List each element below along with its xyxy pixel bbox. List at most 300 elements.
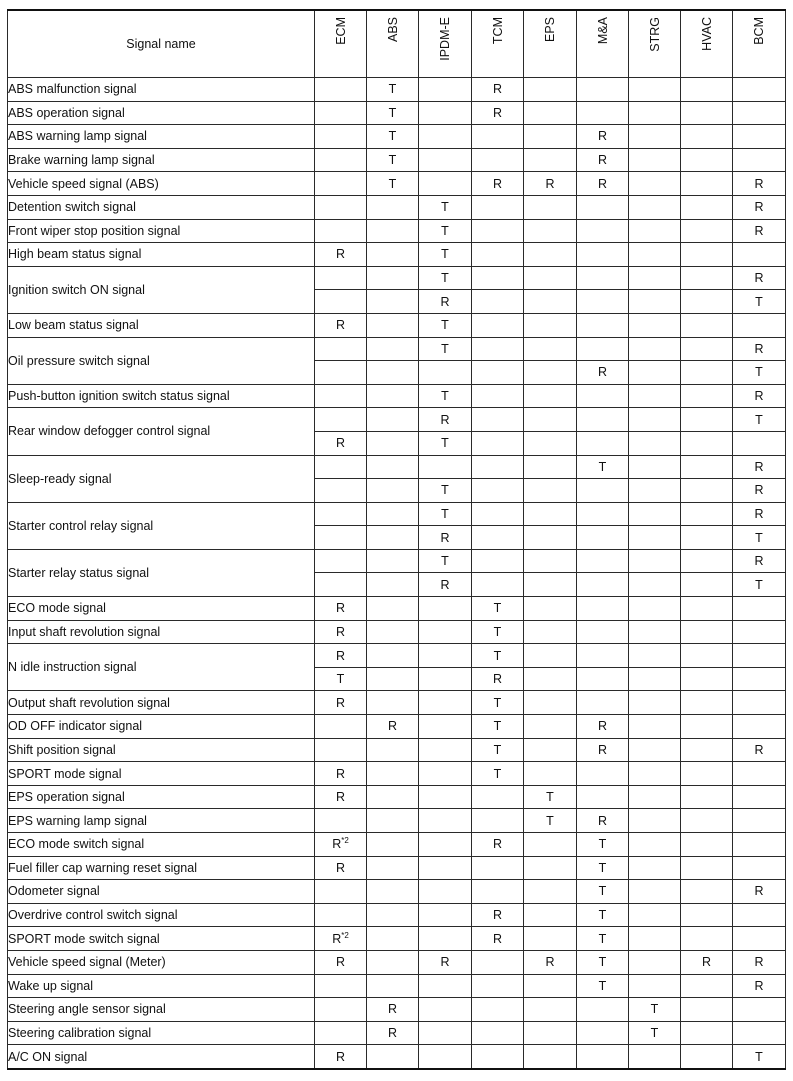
signal-name-cell: Vehicle speed signal (Meter) bbox=[8, 950, 315, 974]
signal-cell: R bbox=[733, 455, 786, 479]
signal-cell: T bbox=[367, 172, 419, 196]
signal-name-cell: High beam status signal bbox=[8, 243, 315, 267]
signal-cell: R bbox=[367, 1021, 419, 1045]
signal-cell bbox=[629, 195, 681, 219]
signal-cell bbox=[472, 809, 524, 833]
table-row bbox=[8, 785, 786, 809]
signal-cell: T bbox=[577, 455, 629, 479]
table-row bbox=[8, 148, 786, 172]
signal-cell: T bbox=[419, 337, 472, 361]
signal-cell bbox=[367, 644, 419, 668]
signal-cell: R bbox=[472, 667, 524, 691]
table-row bbox=[8, 738, 786, 762]
signal-cell bbox=[419, 903, 472, 927]
signal-cell bbox=[681, 526, 733, 550]
signal-cell bbox=[419, 691, 472, 715]
signal-cell: T bbox=[629, 1021, 681, 1045]
signal-name-cell: ECO mode switch signal bbox=[8, 833, 315, 857]
signal-cell bbox=[472, 125, 524, 149]
table-row bbox=[8, 880, 786, 904]
signal-cell bbox=[472, 880, 524, 904]
module-header-label: TCM bbox=[490, 17, 505, 45]
signal-cell bbox=[629, 526, 681, 550]
signal-cell bbox=[419, 856, 472, 880]
signal-cell bbox=[577, 573, 629, 597]
signal-cell: R bbox=[472, 172, 524, 196]
signal-name-cell: ABS malfunction signal bbox=[8, 78, 315, 102]
signal-cell: R bbox=[733, 738, 786, 762]
module-header-eps bbox=[524, 10, 577, 78]
signal-cell bbox=[367, 597, 419, 621]
signal-cell: R bbox=[577, 125, 629, 149]
signal-cell bbox=[629, 833, 681, 857]
signal-cell bbox=[315, 479, 367, 503]
signal-cell bbox=[577, 384, 629, 408]
signal-cell bbox=[419, 809, 472, 833]
signal-cell bbox=[419, 455, 472, 479]
signal-name-cell: ECO mode signal bbox=[8, 597, 315, 621]
signal-name-cell: Front wiper stop position signal bbox=[8, 219, 315, 243]
signal-cell bbox=[524, 78, 577, 102]
signal-name-cell: Starter relay status signal bbox=[8, 549, 315, 596]
signal-cell bbox=[681, 691, 733, 715]
signal-cell: T bbox=[733, 573, 786, 597]
signal-cell bbox=[681, 479, 733, 503]
signal-cell bbox=[367, 833, 419, 857]
signal-cell bbox=[681, 502, 733, 526]
signal-name-cell: Starter control relay signal bbox=[8, 502, 315, 549]
signal-cell: R bbox=[733, 219, 786, 243]
signal-cell bbox=[367, 809, 419, 833]
signal-cell bbox=[681, 715, 733, 739]
signal-cell: R bbox=[315, 950, 367, 974]
signal-cell bbox=[733, 715, 786, 739]
signal-name-cell: Push-button ignition switch status signal bbox=[8, 384, 315, 408]
signal-cell: R bbox=[315, 1045, 367, 1069]
signal-cell: R bbox=[577, 172, 629, 196]
signal-cell bbox=[524, 125, 577, 149]
module-header-label: BCM bbox=[752, 17, 766, 45]
signal-cell bbox=[629, 549, 681, 573]
signal-name-cell: Input shaft revolution signal bbox=[8, 620, 315, 644]
table-row bbox=[8, 691, 786, 715]
signal-cell bbox=[367, 620, 419, 644]
signal-cell bbox=[367, 266, 419, 290]
signal-cell bbox=[681, 1021, 733, 1045]
signal-cell bbox=[629, 974, 681, 998]
signal-cell bbox=[315, 361, 367, 385]
signal-cell bbox=[472, 266, 524, 290]
signal-cell bbox=[315, 172, 367, 196]
signal-cell bbox=[419, 172, 472, 196]
signal-cell bbox=[367, 573, 419, 597]
signal-cell: R bbox=[733, 172, 786, 196]
signal-cell bbox=[472, 219, 524, 243]
signal-cell bbox=[681, 833, 733, 857]
signal-cell bbox=[681, 290, 733, 314]
signal-cell: T bbox=[419, 313, 472, 337]
signal-cell bbox=[524, 927, 577, 951]
table-row bbox=[8, 337, 786, 361]
signal-cell bbox=[629, 361, 681, 385]
signal-cell: R bbox=[315, 785, 367, 809]
signal-cell: T bbox=[733, 526, 786, 550]
signal-cell bbox=[629, 950, 681, 974]
signal-name-cell: Output shaft revolution signal bbox=[8, 691, 315, 715]
signal-cell bbox=[681, 172, 733, 196]
signal-name-cell: Shift position signal bbox=[8, 738, 315, 762]
signal-cell bbox=[472, 408, 524, 432]
signal-cell: T bbox=[472, 691, 524, 715]
signal-cell: R bbox=[315, 620, 367, 644]
signal-cell: T bbox=[367, 78, 419, 102]
signal-cell bbox=[367, 361, 419, 385]
signal-cell bbox=[629, 243, 681, 267]
signal-cell bbox=[681, 431, 733, 455]
signal-cell bbox=[733, 998, 786, 1022]
signal-cell bbox=[577, 431, 629, 455]
signal-cell bbox=[733, 833, 786, 857]
signal-cell bbox=[524, 667, 577, 691]
signal-cell bbox=[367, 549, 419, 573]
signal-cell bbox=[472, 195, 524, 219]
signal-cell bbox=[524, 620, 577, 644]
signal-cell bbox=[367, 479, 419, 503]
signal-cell: R bbox=[577, 715, 629, 739]
signal-cell bbox=[733, 597, 786, 621]
signal-cell bbox=[315, 998, 367, 1022]
signal-cell bbox=[681, 856, 733, 880]
signal-cell bbox=[681, 243, 733, 267]
signal-cell bbox=[315, 101, 367, 125]
signal-cell bbox=[524, 243, 577, 267]
signal-cell bbox=[315, 219, 367, 243]
signal-name-cell: Vehicle speed signal (ABS) bbox=[8, 172, 315, 196]
signal-cell bbox=[681, 903, 733, 927]
signal-cell: $R^{*2}$ bbox=[315, 927, 367, 951]
signal-cell bbox=[524, 219, 577, 243]
signal-cell bbox=[733, 620, 786, 644]
signal-cell bbox=[733, 691, 786, 715]
signal-cell bbox=[577, 266, 629, 290]
signal-cell: T bbox=[733, 1045, 786, 1069]
signal-cell bbox=[472, 998, 524, 1022]
signal-name-cell: SPORT mode signal bbox=[8, 762, 315, 786]
signal-cell bbox=[524, 1021, 577, 1045]
table-row bbox=[8, 597, 786, 621]
signal-cell: T bbox=[577, 903, 629, 927]
signal-cell bbox=[315, 125, 367, 149]
module-header-label: ECM bbox=[333, 17, 348, 45]
signal-name-cell: Steering calibration signal bbox=[8, 1021, 315, 1045]
signal-cell: T bbox=[472, 715, 524, 739]
signal-cell bbox=[577, 1021, 629, 1045]
signal-cell bbox=[419, 1021, 472, 1045]
signal-cell bbox=[524, 903, 577, 927]
signal-cell bbox=[681, 361, 733, 385]
signal-cell: T bbox=[472, 644, 524, 668]
signal-cell bbox=[472, 431, 524, 455]
signal-cell bbox=[577, 408, 629, 432]
signal-cell bbox=[681, 148, 733, 172]
module-header-m-a bbox=[577, 10, 629, 78]
signal-cell bbox=[524, 384, 577, 408]
table-row bbox=[8, 266, 786, 290]
signal-cell bbox=[315, 78, 367, 102]
signal-cell bbox=[367, 691, 419, 715]
signal-cell bbox=[524, 691, 577, 715]
signal-cell bbox=[733, 101, 786, 125]
table-row bbox=[8, 384, 786, 408]
signal-cell bbox=[733, 667, 786, 691]
module-header-label: ABS bbox=[385, 17, 400, 43]
signal-cell: R bbox=[315, 431, 367, 455]
signal-cell bbox=[315, 573, 367, 597]
table-row bbox=[8, 809, 786, 833]
signal-cell: R bbox=[367, 715, 419, 739]
signal-cell bbox=[472, 243, 524, 267]
signal-cell bbox=[419, 78, 472, 102]
signal-cell bbox=[367, 526, 419, 550]
signal-cell bbox=[524, 313, 577, 337]
table-row bbox=[8, 313, 786, 337]
signal-cell bbox=[524, 148, 577, 172]
signal-name-cell: Rear window defogger control signal bbox=[8, 408, 315, 455]
signal-cell bbox=[472, 361, 524, 385]
signal-cell bbox=[577, 243, 629, 267]
signal-cell bbox=[472, 785, 524, 809]
signal-cell bbox=[419, 1045, 472, 1069]
table-row bbox=[8, 620, 786, 644]
signal-cell bbox=[524, 856, 577, 880]
signal-cell bbox=[629, 408, 681, 432]
signal-cell: T bbox=[577, 880, 629, 904]
signal-cell bbox=[315, 715, 367, 739]
signal-cell: $R^{*2}$ bbox=[315, 833, 367, 857]
signal-cell bbox=[577, 597, 629, 621]
signal-cell: R bbox=[315, 313, 367, 337]
signal-cell bbox=[472, 974, 524, 998]
signal-cell bbox=[733, 927, 786, 951]
signal-cell bbox=[681, 125, 733, 149]
signal-cell bbox=[315, 384, 367, 408]
signal-cell bbox=[733, 243, 786, 267]
signal-cell bbox=[577, 219, 629, 243]
signal-cell bbox=[733, 148, 786, 172]
signal-cell bbox=[524, 998, 577, 1022]
module-header-label: HVAC bbox=[699, 17, 714, 51]
signal-cell bbox=[367, 290, 419, 314]
module-header-label: M&A bbox=[595, 17, 610, 45]
signal-cell bbox=[419, 101, 472, 125]
signal-cell bbox=[524, 266, 577, 290]
signal-cell bbox=[367, 219, 419, 243]
signal-cell bbox=[315, 880, 367, 904]
signal-cell bbox=[419, 125, 472, 149]
signal-cell bbox=[419, 738, 472, 762]
signal-cell bbox=[524, 573, 577, 597]
signal-cell bbox=[629, 927, 681, 951]
module-header-abs bbox=[367, 10, 419, 78]
signal-cell bbox=[315, 290, 367, 314]
module-header-label: IPDM-E bbox=[438, 17, 452, 61]
signal-cell bbox=[577, 644, 629, 668]
signal-cell bbox=[681, 998, 733, 1022]
signal-name-cell: Ignition switch ON signal bbox=[8, 266, 315, 313]
table-row bbox=[8, 125, 786, 149]
signal-cell bbox=[524, 408, 577, 432]
signal-cell: T bbox=[419, 219, 472, 243]
signal-cell: R bbox=[733, 266, 786, 290]
signal-cell: R bbox=[419, 526, 472, 550]
signal-cell bbox=[681, 384, 733, 408]
signal-name-cell: Brake warning lamp signal bbox=[8, 148, 315, 172]
signal-cell bbox=[681, 313, 733, 337]
signal-cell bbox=[629, 290, 681, 314]
signal-cell bbox=[524, 361, 577, 385]
signal-cell bbox=[524, 644, 577, 668]
signal-cell: T bbox=[367, 125, 419, 149]
module-header-bcm bbox=[733, 10, 786, 78]
signal-cell: T bbox=[472, 620, 524, 644]
signal-name-cell: Fuel filler cap warning reset signal bbox=[8, 856, 315, 880]
signal-cell bbox=[629, 148, 681, 172]
table-row bbox=[8, 856, 786, 880]
signal-cell bbox=[472, 337, 524, 361]
signal-cell: T bbox=[524, 785, 577, 809]
table-row bbox=[8, 243, 786, 267]
signal-cell bbox=[733, 125, 786, 149]
signal-name-cell: Oil pressure switch signal bbox=[8, 337, 315, 384]
signal-cell bbox=[577, 337, 629, 361]
signal-name-cell: Detention switch signal bbox=[8, 195, 315, 219]
signal-cell bbox=[315, 455, 367, 479]
signal-cell: T bbox=[419, 479, 472, 503]
signal-cell bbox=[367, 880, 419, 904]
signal-cell: R bbox=[681, 950, 733, 974]
signal-cell bbox=[524, 526, 577, 550]
signal-cell bbox=[629, 1045, 681, 1069]
signal-cell bbox=[577, 195, 629, 219]
signal-cell: T bbox=[577, 927, 629, 951]
signal-cell: R bbox=[315, 762, 367, 786]
signal-cell bbox=[524, 455, 577, 479]
signal-name-cell: Overdrive control switch signal bbox=[8, 903, 315, 927]
signal-cell bbox=[577, 502, 629, 526]
signal-cell bbox=[472, 148, 524, 172]
table-row bbox=[8, 974, 786, 998]
signal-cell bbox=[315, 903, 367, 927]
signal-cell bbox=[367, 856, 419, 880]
signal-cell bbox=[629, 738, 681, 762]
signal-cell bbox=[681, 927, 733, 951]
signal-cell bbox=[315, 266, 367, 290]
signal-cell bbox=[367, 313, 419, 337]
signal-name-cell: EPS warning lamp signal bbox=[8, 809, 315, 833]
signal-cell: R bbox=[472, 78, 524, 102]
signal-cell bbox=[681, 644, 733, 668]
table-row bbox=[8, 502, 786, 526]
signal-cell bbox=[524, 290, 577, 314]
signal-cell bbox=[681, 549, 733, 573]
table-row bbox=[8, 172, 786, 196]
signal-cell bbox=[367, 974, 419, 998]
signal-cell: R bbox=[577, 148, 629, 172]
signal-cell: T bbox=[472, 597, 524, 621]
signal-cell bbox=[681, 809, 733, 833]
signal-cell: R bbox=[315, 597, 367, 621]
signal-cell bbox=[315, 809, 367, 833]
signal-cell bbox=[577, 78, 629, 102]
signal-cell: R bbox=[315, 243, 367, 267]
signal-cell: T bbox=[524, 809, 577, 833]
signal-cell: T bbox=[472, 738, 524, 762]
signal-cell bbox=[419, 880, 472, 904]
signal-cell bbox=[681, 880, 733, 904]
module-header-label: EPS bbox=[543, 17, 557, 43]
signal-name-cell: EPS operation signal bbox=[8, 785, 315, 809]
signal-cell bbox=[681, 1045, 733, 1069]
signal-cell bbox=[629, 809, 681, 833]
signal-cell: T bbox=[733, 361, 786, 385]
signal-cell: R bbox=[733, 974, 786, 998]
table-header-row bbox=[8, 10, 786, 78]
signal-cell bbox=[681, 785, 733, 809]
signal-cell bbox=[524, 195, 577, 219]
signal-name-cell: ABS warning lamp signal bbox=[8, 125, 315, 149]
signal-cell: T bbox=[419, 431, 472, 455]
signal-cell bbox=[577, 479, 629, 503]
signal-cell: R bbox=[472, 927, 524, 951]
signal-cell bbox=[367, 384, 419, 408]
signal-cell bbox=[419, 361, 472, 385]
signal-cell bbox=[629, 313, 681, 337]
signal-cell bbox=[681, 974, 733, 998]
table-row bbox=[8, 101, 786, 125]
signal-cell bbox=[733, 762, 786, 786]
signal-cell: R bbox=[367, 998, 419, 1022]
signal-cell: R bbox=[733, 337, 786, 361]
signal-cell: R bbox=[524, 950, 577, 974]
signal-cell bbox=[681, 573, 733, 597]
signal-cell bbox=[629, 880, 681, 904]
signal-cell bbox=[524, 479, 577, 503]
signal-cell bbox=[629, 101, 681, 125]
signal-cell bbox=[629, 667, 681, 691]
signal-cell bbox=[472, 502, 524, 526]
signal-cell bbox=[472, 479, 524, 503]
signal-cell: T bbox=[577, 833, 629, 857]
signal-cell bbox=[524, 738, 577, 762]
signal-cell bbox=[629, 479, 681, 503]
signal-cell bbox=[367, 738, 419, 762]
signal-cell bbox=[733, 1021, 786, 1045]
signal-cell bbox=[315, 526, 367, 550]
table-body bbox=[8, 78, 786, 1069]
signal-cell bbox=[419, 785, 472, 809]
signal-cell bbox=[419, 715, 472, 739]
signal-cell: R bbox=[577, 738, 629, 762]
table-row bbox=[8, 455, 786, 479]
signal-cell bbox=[524, 974, 577, 998]
signal-cell bbox=[524, 431, 577, 455]
signal-name-cell: Wake up signal bbox=[8, 974, 315, 998]
signal-cell bbox=[733, 313, 786, 337]
module-header-ecm bbox=[315, 10, 367, 78]
signal-cell bbox=[367, 195, 419, 219]
signal-cell bbox=[733, 431, 786, 455]
signal-cell bbox=[681, 78, 733, 102]
